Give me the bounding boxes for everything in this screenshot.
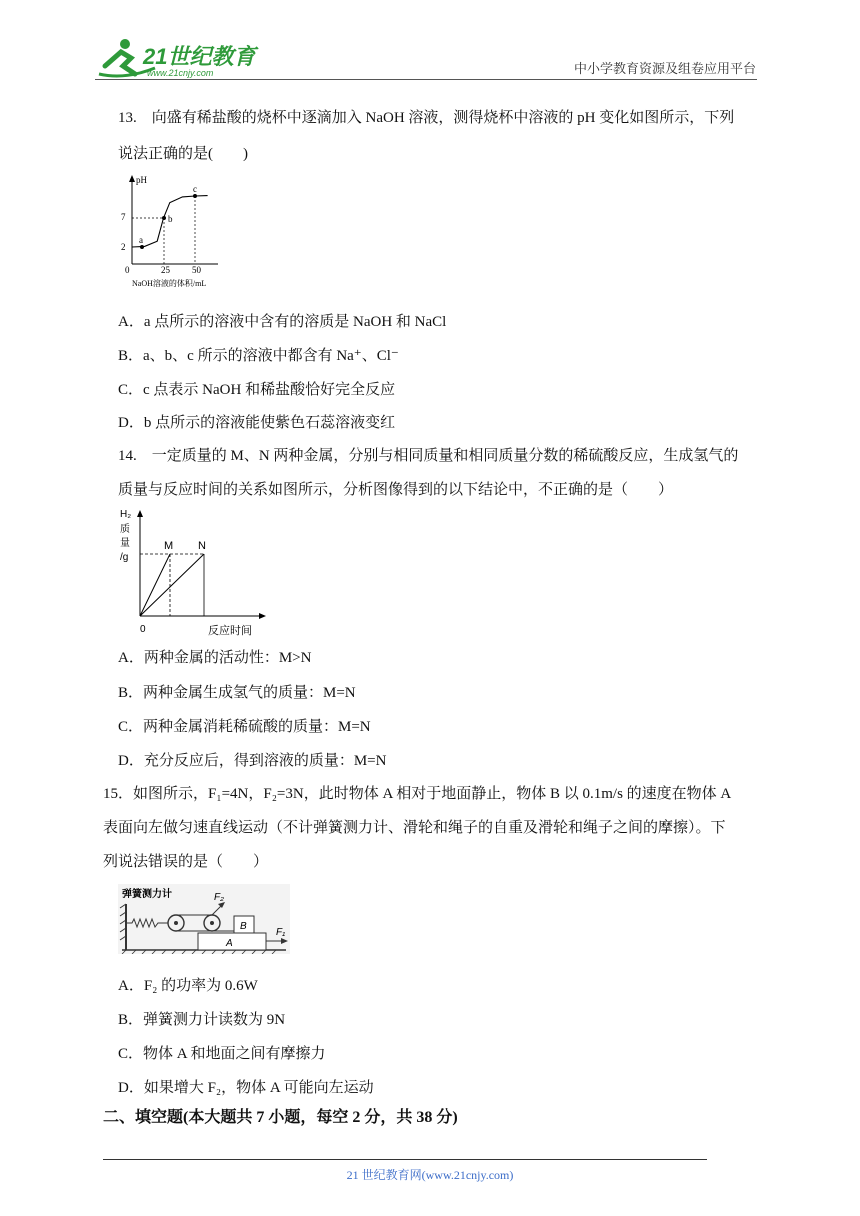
xlabel: 反应时间 — [208, 625, 252, 637]
label-b: b — [168, 214, 173, 224]
logo-text: 21世纪教育 — [143, 44, 256, 69]
q15-option-a: A．F₂ 的功率为 0.6W — [118, 978, 258, 994]
origin-label: 0 — [140, 624, 146, 635]
q15-option-d: D．如果增大 F₂，物体 A 可能向左运动 — [118, 1080, 374, 1096]
label-m: M — [164, 540, 174, 552]
point-a — [140, 245, 144, 249]
label-n: N — [198, 540, 206, 552]
spring-label: 弹簧测力计 — [122, 889, 172, 900]
q15-option-b: B．弹簧测力计读数为 9N — [118, 1012, 286, 1028]
label-c: c — [193, 184, 197, 194]
q14-option-a: A．两种金属的活动性：M>N — [118, 650, 312, 666]
block-a-label: A — [226, 938, 233, 949]
label-a: a — [139, 235, 143, 245]
q14-option-d: D．充分反应后，得到溶液的质量：M=N — [118, 753, 387, 769]
ylabel-liang: 量 — [120, 538, 130, 549]
series-n — [140, 554, 204, 616]
ytick-2: 2 — [121, 242, 126, 252]
footer-text: 21 世纪教育网(www.21cnjy.com) — [346, 1168, 514, 1182]
header-divider — [95, 79, 757, 80]
q15-stem-line3: 列说法错误的是（ ） — [103, 854, 269, 870]
f2-label: F₂ — [214, 892, 224, 903]
block-b-label: B — [240, 921, 247, 932]
q15-option-c: C．物体 A 和地面之间有摩擦力 — [118, 1046, 326, 1062]
point-c — [193, 194, 197, 198]
x-axis-label: NaOH溶液的体积/mL — [132, 279, 207, 288]
platform-name: 中小学教育资源及组卷应用平台 — [573, 61, 756, 76]
q14-option-c: C．两种金属消耗稀硫酸的质量：M=N — [118, 719, 371, 735]
y-axis-label: pH — [136, 175, 147, 185]
ylabel-zhi: 质 — [120, 524, 130, 535]
ytick-7: 7 — [121, 212, 126, 222]
q14-hydrogen-chart — [116, 506, 266, 638]
xtick-25: 25 — [161, 265, 170, 275]
q14-stem-line2: 质量与反应时间的关系如图所示，分析图像得到的以下结论中，不正确的是（ ） — [118, 482, 674, 498]
q13-option-b: B．a、b、c 所示的溶液中都含有 Na⁺、Cl⁻ — [118, 348, 399, 364]
ylabel-h2: H₂ — [120, 509, 132, 520]
q15-stem-line2: 表面向左做匀速直线运动（不计弹簧测力计、滑轮和绳子的自重及滑轮和绳子之间的摩擦）。下 — [103, 820, 726, 836]
q13-option-d: D．b 点所示的溶液能使紫色石蕊溶液变红 — [118, 415, 396, 431]
q13-stem-line2: 说法正确的是( ) — [118, 146, 248, 162]
point-b — [162, 216, 166, 220]
xtick-50: 50 — [192, 265, 201, 275]
q15-pulley-figure — [118, 884, 290, 954]
footer-divider — [103, 1159, 707, 1160]
q14-option-b: B．两种金属生成氢气的质量：M=N — [118, 685, 356, 701]
logo-url: www.21cnjy.com — [147, 68, 214, 78]
xtick-0: 0 — [125, 265, 130, 275]
q15-stem-line1: 15．如图所示，F₁=4N，F₂=3N，此时物体 A 相对于地面静止，物体 B 以 0.1m/s 的速度在物体 A — [103, 786, 732, 802]
q13-stem-line1: 13. 向盛有稀盐酸的烧杯中逐滴加入 NaOH 溶液，测得烧杯中溶液的 pH 变化如图所示，下列 — [118, 110, 735, 126]
q14-stem-line1: 14. 一定质量的 M、N 两种金属，分别与相同质量和相同质量分数的稀硫酸反应，生成氢气的 — [118, 448, 739, 464]
q13-option-a: A．a 点所示的溶液中含有的溶质是 NaOH 和 NaCl — [118, 314, 447, 330]
section-2-heading: 二、填空题(本大题共 7 小题，每空 2 分，共 38 分) — [103, 1109, 458, 1126]
f1-label: F₁ — [276, 927, 286, 938]
ylabel-unit: /g — [120, 552, 129, 563]
site-logo — [95, 36, 265, 80]
q13-option-c: C．c 点表示 NaOH 和稀盐酸恰好完全反应 — [118, 382, 396, 398]
series-m — [140, 554, 170, 616]
q13-ph-chart — [112, 172, 222, 296]
